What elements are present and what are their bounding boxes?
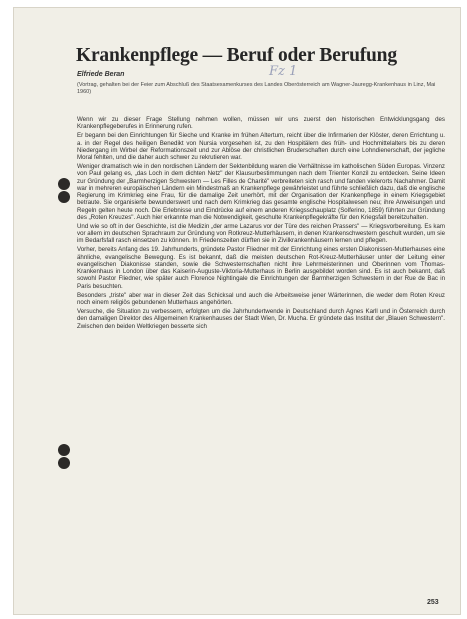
body-paragraph: Und wie so oft in der Geschichte, ist die Medizin „der arme Lazarus vor der Türe des reichen Prassers" — Kriegsvorbereitung. Es kam vor allem im deutschen Sprachraum zur Gründung von Rotkreuz-Mutterhäusern, in denen Krankenschwestern geschult wurden, um sie im Bedarfsfall rasch einsetzen zu können. In Friedenszeiten dürften sie in Zivilkrankenhäusern lernen und pflegen. (77, 222, 445, 245)
document-page (14, 8, 460, 614)
punch-hole (58, 457, 70, 469)
handwritten-mark: Fz 1 (269, 64, 298, 79)
page-number: 253 (427, 599, 439, 606)
punch-hole (58, 191, 70, 203)
article-title: Krankenpflege — Beruf oder Berufung (76, 45, 397, 66)
punch-hole (58, 444, 70, 456)
body-paragraph: Versuche, die Situation zu verbessern, erfolgten um die Jahrhundertwende in Deutschland durch Agnes Karll und in Österreich durch den damaligen Direktor des Allgemeinen Krankenhauses der Stadt Wien, Dr. Mucha. Er gründete das Institut der „Blauen Schwestern". Zwischen den beiden Weltkriegen besserte sich (77, 308, 445, 330)
body-paragraph: Wenn wir zu dieser Frage Stellung nehmen wollen, müssen wir uns zuerst den historischen Entwicklungsgang des Krankenpflegeberufes in Erinnerung rufen. (77, 116, 445, 131)
article-body (77, 116, 445, 332)
body-paragraph: Vorher, bereits Anfang des 19. Jahrhunderts, gründete Pastor Fliedner mit der Einrichtung eines ersten Diakonissen-Mutterhauses eine ähnliche, evangelische Bewegung. Es ist bekannt, daß die meisten deutschen Rot-Kreuz-Mutterhäuser unter der Leitung einer evangelischen Diakonisse standen, sowie die Schwesternschaften nicht ihre Lehrmeisterinnen und Oberinnen vom Thomas-Krankenhaus in London über das Kaiserin-Auguste-Viktoria-Mutterhaus in Berlin ausgebildet worden sind. Es ist auch bekannt, daß sowohl Pastor Fliedner, wie später auch Florence Nightingale die Einrichtungen der Barmherzigen Schwestern in der Rue de Bac in Paris besuchten. (77, 246, 445, 290)
punch-hole (58, 178, 70, 190)
body-paragraph: Weniger dramatisch wie in den nordischen Ländern der Sektenbildung waren die Verhältnisse im katholischen Süden Europas. Vinzenz von Paul gelang es, „das Loch in dem dichten Netz" der Klausurbestimmungen nach dem Trienter Konzil zu entdecken. Seine Ideen zur Gründung der „Barmherzigen Schwestern — Les Filles de Charité" verbreiteten sich rasch und fanden vielerorts Nachahmer. Damit war in mehreren europäischen Ländern ein Mindestmaß an Krankenpflege gewährleistet und führte schließlich dazu, daß die englische Regierung im Krimkrieg eine Frau, für die damalige Zeit unerhört, mit der Organisation der Krankenpflege in einem Kriegsgebiet betraute. Sie organisierte bewunderswert und nach dem Krimkrieg das gesamte englische Hospitalwesen neu; ihre Anweisungen und Regeln gelten heute noch. Die Erlebnisse und Eindrücke auf einem anderen Kriegsschauplatz (Solferino, 1859) führten zur Gründung des „Roten Kreuzes". Auch hier erkannte man die Notwendigkeit, geschulte Krankenpflegekräfte für den Kriegsfall bereitzuhalten. (77, 163, 445, 221)
subtitle-note: (Vortrag, gehalten bei der Feier zum Abschluß des Staatsexamenkurses des Landes Oberösterreich am Wagner-Jauregg-Krankenhaus in Linz, Mai 1960) (77, 82, 436, 96)
body-paragraph: Besonders „triste" aber war in dieser Zeit das Schicksal und auch die Arbeitsweise jener Wärterinnen, die weder dem Roten Kreuz noch einem religiös gebundenen Mutterhaus angehörten. (77, 291, 445, 306)
article-author: Elfriede Beran (77, 71, 125, 78)
body-paragraph: Er begann bei den Einrichtungen für Sieche und Kranke im frühen Altertum, reicht über die Infirmarien der Klöster, deren Errichtung u. a. in der Regel des heiligen Benedikt von Nursia vorgesehen ist, zu den Hospitälern des früh- und Hochmittelalters bis zu deren Niedergang im Wirbel der Reformationszeit und zur Ablöse der christlichen Bruderschaften durch eine Lohndienerschaft, der jegliche Moral fehlten, und die daher auch schwer zu rekrutieren war. (77, 132, 445, 162)
